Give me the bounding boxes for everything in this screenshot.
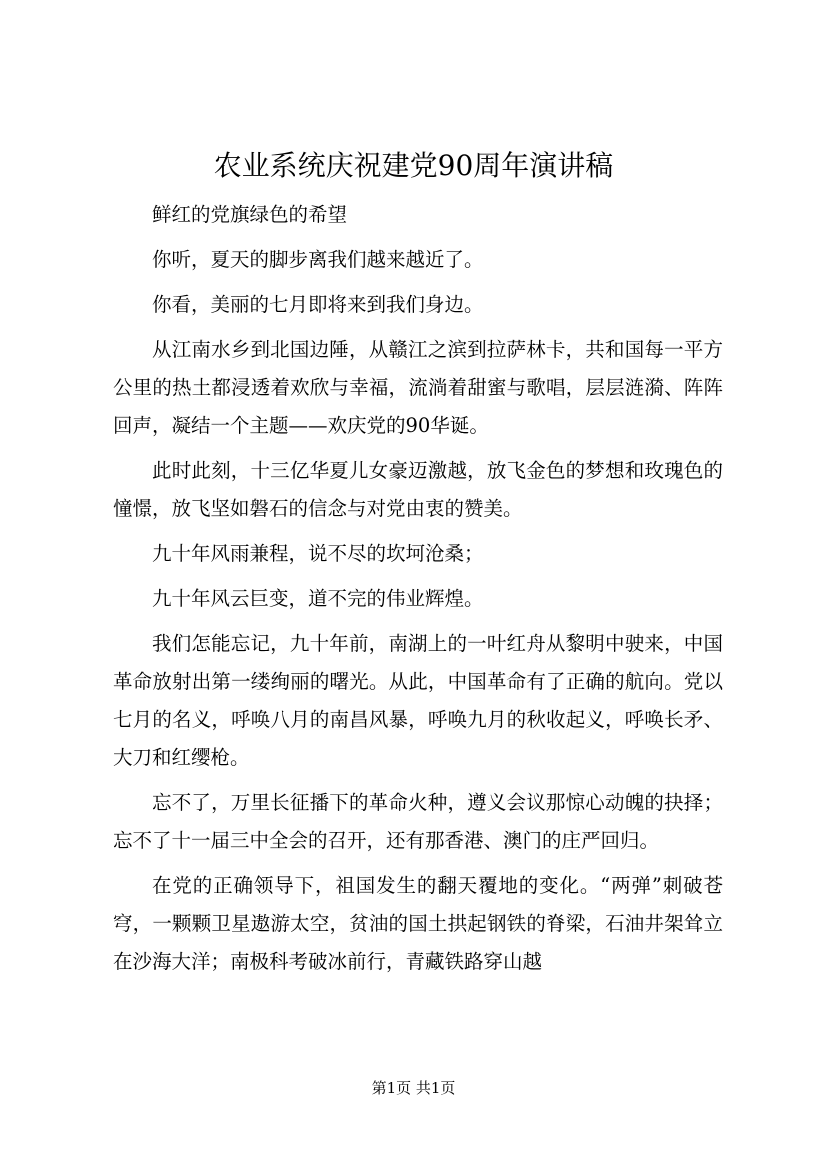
- paragraph: 九十年风云巨变，道不完的伟业辉煌。: [152, 587, 484, 610]
- paragraph: 你看，美丽的七月即将来到我们身边。: [152, 293, 484, 316]
- paragraph: 从江南水乡到北国边陲，从赣江之滨到拉萨林卡，共和国每一平方公里的热土都浸透着欢欣与幸福，流淌着甜蜜与歌唱，层层涟漪、阵阵回声，凝结一个主题——欢庆党的90华诞。: [113, 338, 723, 437]
- document-title: 农业系统庆祝建党90周年演讲稿: [213, 149, 614, 182]
- paragraph: 在党的正确领导下，祖国发生的翻天覆地的变化。“两弹”刺破苍穹，一颗颗卫星遨游太空，贫油的国土拱起钢铁的脊梁，石油井架耸立在沙海大洋；南极科考破冰前行，青藏铁路穿山越: [113, 874, 723, 973]
- paragraph: 此时此刻，十三亿华夏儿女豪迈激越，放飞金色的梦想和玫瑰色的憧憬，放飞坚如磐石的信念与对党由衷的赞美。: [113, 459, 723, 520]
- paragraph: 我们怎能忘记，九十年前，南湖上的一叶红舟从黎明中驶来，中国革命放射出第一缕绚丽的曙光。从此，中国革命有了正确的航向。党以七月的名义，呼唤八月的南昌风暴，呼唤九月的秋收起义，呼唤长矛、大刀和红缨枪。: [113, 632, 723, 769]
- document-body: [113, 196, 723, 988]
- paragraph: 九十年风雨兼程，说不尽的坎坷沧桑；: [152, 542, 484, 565]
- paragraph: 你听，夏天的脚步离我们越来越近了。: [152, 248, 484, 271]
- paragraph: 忘不了，万里长征播下的革命火种，遵义会议那惊心动魄的抉择；忘不了十一届三中全会的召开，还有那香港、澳门的庄严回归。: [113, 791, 723, 852]
- page-footer: 第1页 共1页: [371, 1079, 456, 1097]
- paragraph: 鲜红的党旗绿色的希望: [152, 203, 348, 226]
